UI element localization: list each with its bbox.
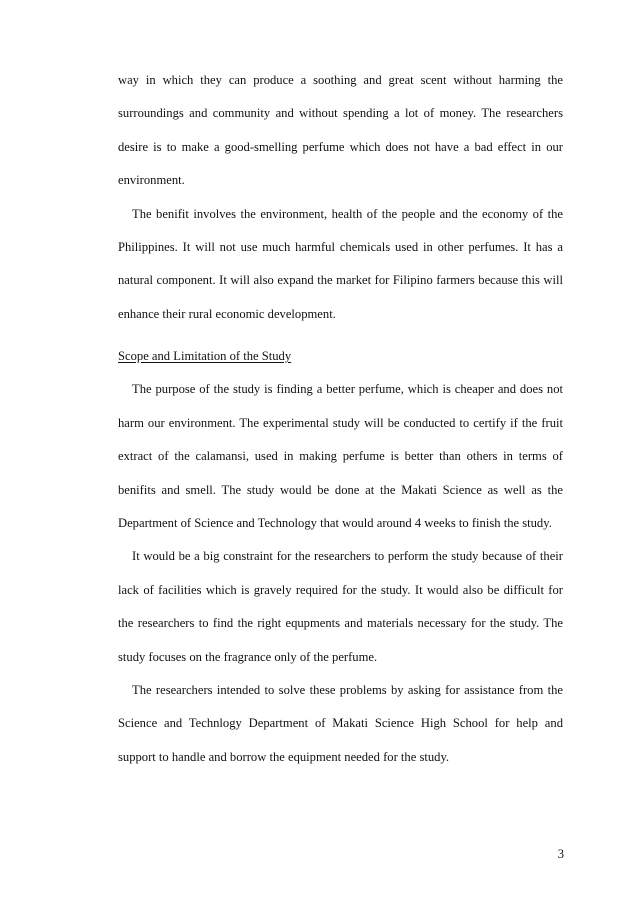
body-paragraph: The researchers intended to solve these problems by asking for assistance from the Science and Technlogy Department of Makati Science High School for help and support to handle and borrow the equipment needed for the study. xyxy=(118,683,563,764)
body-paragraph: The purpose of the study is finding a better perfume, which is cheaper and does not harm our environment. The experimental study will be conducted to certify if the fruit extract of the calamansi, used in making perfume is better than others in terms of benifits and smell. The study would be done at the Makati Science as well as the Department of Science and Technology that would around 4 weeks to finish the study. xyxy=(118,382,563,531)
scope-section xyxy=(118,340,563,774)
body-paragraph: The benifit involves the environment, health of the people and the economy of the Philippines. It will not use much harmful chemicals used in other perfumes. It has a natural component. It will also expand the market for Filipino farmers because this will enhance their rural economic development. xyxy=(118,206,563,321)
section-heading: Scope and Limitation of the Study xyxy=(118,349,292,363)
intro-section xyxy=(118,64,563,331)
body-paragraph: way in which they can produce a soothing and great scent without harming the surroundings and community and without spending a lot of money. The researchers desire is to make a good-smelling perfume which does not have a bad effect in our environment. xyxy=(118,73,563,188)
page-number: 3 xyxy=(557,847,564,861)
body-paragraph: It would be a big constraint for the researchers to perform the study because of their lack of facilities which is gravely required for the study. It would also be difficult for the researchers to find the right equpments and materials necessary for the study. The study focuses on the fragrance only of the perfume. xyxy=(118,549,563,664)
